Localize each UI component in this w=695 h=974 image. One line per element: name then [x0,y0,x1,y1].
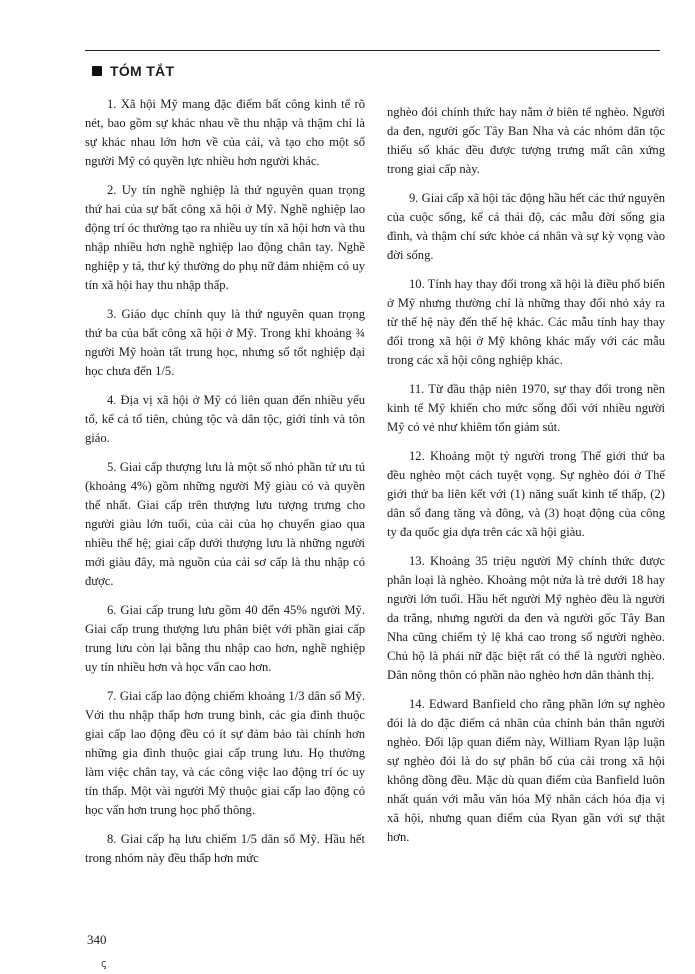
summary-paragraph-8-continued: nghèo đói chính thức hay nằm ở biên tế nghèo. Người da đen, người gốc Tây Ban Nha và các nhóm dân tộc thiểu số khác đều được tượng trưng mất cân xứng trong giai cấp này. [387,105,665,176]
summary-paragraph-1: 1. Xã hội Mỹ mang đặc điểm bất công kinh tế rõ nét, bao gồm sự khác nhau về thu nhập và thậm chí là sự khác nhau lớn hơn về của cải, và tạo cho một số người Mỹ có quyền lực nhiều hơn người khác. [85,97,365,168]
right-column [387,103,665,857]
header-rule [85,50,660,51]
left-column [85,95,365,878]
summary-paragraph-8: 8. Giai cấp hạ lưu chiếm 1/5 dân số Mỹ. Hầu hết trong nhóm này đều thấp hơn mức [85,832,365,865]
section-heading [92,63,174,79]
page-number: 340 [87,932,107,947]
page-corner-mark: ꞔ [101,958,107,970]
summary-paragraph-7: 7. Giai cấp lao động chiếm khoảng 1/3 dân số Mỹ. Với thu nhập thấp hơn trung bình, các gia đình thuộc giai cấp lao động đều có ít sự đảm bảo tài chính hơn những gia đình thuộc giai cấp trung lưu. Họ thường làm việc chân tay, và các công việc lao động trí óc uy tín thấp. Một vài người Mỹ thuộc giai cấp lao động có học vấn hơn trung học phổ thông. [85,689,365,817]
summary-paragraph-11: 11. Từ đầu thập niên 1970, sự thay đổi trong nền kinh tế Mỹ khiến cho mức sống đối với nhiều người Mỹ có vẻ như khiêm tốn giảm sút. [387,382,665,434]
section-title: TÓM TẮT [110,63,175,79]
summary-paragraph-13: 13. Khoảng 35 triệu người Mỹ chính thức được phân loại là nghèo. Khoảng một nửa là trẻ dưới 18 hay người lớn tuổi. Hầu hết người Mỹ nghèo đều là người da trắng, nhưng người da đen và người gốc Tây Ban Nha cũng chiếm tỷ lệ khá cao trong số người nghèo. Chủ hộ là phái nữ đặc biệt rất có thể là người nghèo. Dân nông thôn có phần nào nghèo hơn dân thành thị. [387,554,665,682]
summary-paragraph-6: 6. Giai cấp trung lưu gồm 40 đến 45% người Mỹ. Giai cấp trung thượng lưu phân biệt với phần giai cấp trung lưu còn lại bằng thu nhập cao hơn, nghề nghiệp uy tín nhiều hơn và học vấn cao hơn. [85,603,365,674]
summary-paragraph-14: 14. Edward Banfield cho rằng phần lớn sự nghèo đói là do đặc điểm cá nhân của chính bản thân người nghèo. Đối lập quan điểm này, William Ryan lập luận sự nghèo đói là do sự phân bố của cải trong xã hội không đồng đều. Mặc dù quan điểm của Banfield luôn nhất quán với mẫu văn hóa Mỹ nhân cách hóa địa vị xã hội, nhưng quan điểm của Ryan gần với sự thật hơn. [387,697,665,844]
summary-paragraph-2: 2. Uy tín nghề nghiệp là thứ nguyên quan trọng thứ hai của sự bất công xã hội ở Mỹ. Nghề nghiệp lao động trí óc thường tạo ra nhiều uy tín xã hội hơn và thu nhập nhiều hơn nghề nghiệp lao động chân tay. Nghề nghiệp y tá, thư ký thường do phụ nữ đảm nhiệm có uy tín xã hội hay thu nhập thấp. [85,183,365,292]
summary-paragraph-12: 12. Khoảng một tỷ người trong Thế giới thứ ba đều nghèo một cách tuyệt vọng. Sự nghèo đói ở Thế giới thứ ba liên kết với (1) năng suất kinh tế thấp, (2) dân số đang tăng và đông, và (3) hoạt động của công ty đa quốc gia dựa trên các xã hội giàu. [387,449,665,539]
summary-paragraph-3: 3. Giáo dục chính quy là thứ nguyên quan trọng thứ ba của bất công xã hội ở Mỹ. Trong khi khoảng ¾ người Mỹ hoàn tất trung học, nhưng số tốt nghiệp đại học chưa đến 1/5. [85,307,365,378]
summary-paragraph-5: 5. Giai cấp thượng lưu là một số nhỏ phần tử ưu tú (khoảng 4%) gồm những người Mỹ giàu có và quyền thế nhất. Giai cấp trên thượng lưu tượng trưng cho người giàu lớn tuổi, của cải của họ chuyển giao qua nhiều thế hệ; giai cấp dưới thượng lưu là những người mới giàu đây, mà nguồn của cải sơ cấp là thu nhập có được. [85,460,365,588]
summary-paragraph-10: 10. Tính hay thay đổi trong xã hội là điều phổ biến ở Mỹ nhưng thường chỉ là những thay đổi nhỏ xảy ra từ thế hệ này đến thế hệ khác. Các mẫu tính hay thay đổi trong xã hội ở Mỹ không khác mấy với các mẫu trong các xã hội công nghiệp khác. [387,277,665,367]
square-bullet-icon [92,66,102,76]
summary-paragraph-4: 4. Địa vị xã hội ở Mỹ có liên quan đến nhiều yếu tố, kể cả tổ tiên, chủng tộc và dân tộc, giới tính và tôn giáo. [85,393,365,445]
summary-paragraph-9: 9. Giai cấp xã hội tác động hầu hết các thứ nguyên của cuộc sống, kể cả thái độ, các mẫu đời sống gia đình, và thậm chí sức khỏe cá nhân và sự kỳ vọng vào đời sống. [387,191,665,262]
